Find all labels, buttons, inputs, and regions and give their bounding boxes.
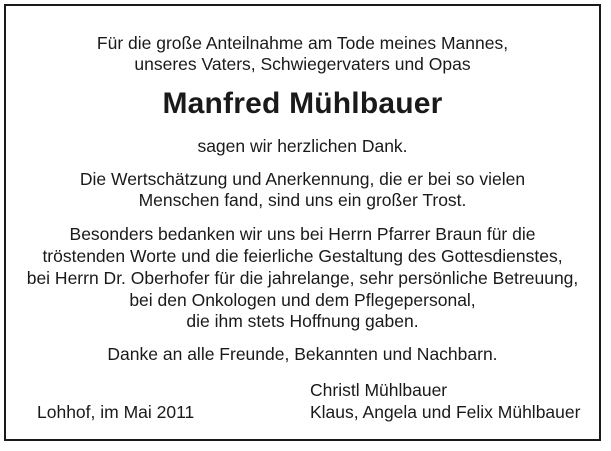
intro-line-2: unseres Vaters, Schwiegervaters und Opas bbox=[134, 54, 471, 74]
paragraph1-line-2: Menschen fand, sind uns ein großer Trost. bbox=[138, 190, 467, 210]
paragraph2-line-1: Besonders bedanken wir uns bei Herrn Pfarrer Braun für die bbox=[69, 224, 536, 244]
paragraph2-line-4: bei den Onkologen und dem Pflegepersonal, bbox=[129, 290, 476, 310]
obituary-card bbox=[4, 4, 601, 441]
place-date: Lohhof, im Mai 2011 bbox=[37, 402, 195, 422]
deceased-name: Manfred Mühlbauer bbox=[162, 87, 443, 120]
intro-line-1: Für die große Anteilnahme am Tode meines Mannes, bbox=[96, 33, 509, 53]
paragraph2-line-5: die ihm stets Hoffnung gaben. bbox=[186, 311, 419, 331]
closing-line: Danke an alle Freunde, Bekannten und Nachbarn. bbox=[107, 344, 498, 364]
signature-line-1: Christl Mühlbauer bbox=[310, 380, 448, 400]
paragraph1-line-1: Die Wertschätzung und Anerkennung, die er bei so vielen bbox=[79, 169, 526, 189]
thanks-line: sagen wir herzlichen Dank. bbox=[197, 136, 408, 156]
signature-line-2: Klaus, Angela und Felix Mühlbauer bbox=[310, 402, 581, 422]
paragraph2-line-3: bei Herrn Dr. Oberhofer für die jahrelange, sehr persönliche Betreuung, bbox=[26, 268, 579, 288]
paragraph2-line-2: tröstenden Worte und die feierliche Gestaltung des Gottesdienstes, bbox=[42, 246, 563, 266]
